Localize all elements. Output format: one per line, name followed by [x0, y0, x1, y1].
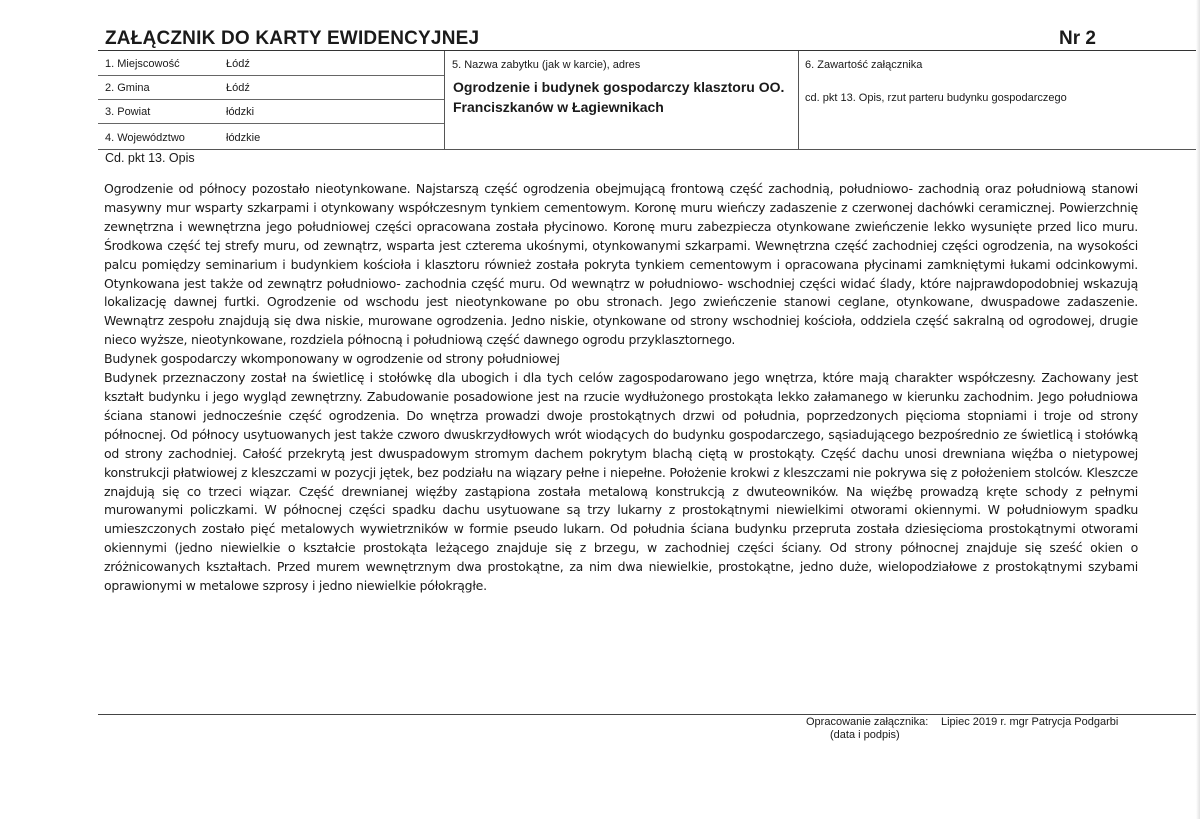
footer-divider: [98, 714, 1198, 715]
paragraph: Budynek przeznaczony został na świetlicę i stołówkę dla ubogich i dla tych celów zagospodarowano jego wnętrza, które mają charakter współczesny. Zachowany jest kształt budynku i jego wygląd zewnętrzny. Zabudowanie posadowione jest na rzucie wydłużonego prostokąta lekko załamanego w kierunku zachodnim. Jego południowa ściana stanowi jednocześnie część ogrodzenia. Do wnętrza prowadzi dwoje prostokątnych drzwi od południa, poprzedzonych pięcioma stopniami i troje od strony północnej. Od północy usytuowanych jest także czworo dwuskrzydłowych wrót wiodących do budynku gospodarczego, sąsiadującego bezpośrednio ze świetlicą i stołówką od strony zachodniej. Całość przekrytą jest dwuspadowym stromym dachem pokrytym blachą ciętą w prostokąty. Część dachu unosi drewniana więźba o nietypowej konstrukcji płatwiowej z kleszczami w pozycji jętek, bez podziału na wiązary pełne i niepełne. Położenie krokwi z kleszczami nie pokrywa się z położeniem stolców. Kleszcze znajdują się co trzeci wiązar. Część drewnianej więźby zastąpiona została metalową konstrukcją z dwuteowników. Na więźbę prowadzą kręte schody z pełnymi murowanymi policzkami. W północnej części spadku dachu usytuowane są trzy lukarny z prostokątnymi niewielkimi otworami okiennymi. W południowym spadku umieszczonych zostało pięć metalowych wywietrzników w formie pseudo lukarn. Od południa ściana budynku przepruta została dziesięcioma prostokątnymi otworami okiennymi (jedno niewielkie o kształcie prostokąta leżącego znajduje się z brzegu, w zachodniej części ściany. Od strony północnej znajduje się sześć okien o zróżnicowanych kształtach. Przed murem wewnętrznym dwa prostokątne, za nim dwa niewielkie, prostokątne, jedno duże, wielopodziałowe z prostokątnymi szybami oprawionymi w metalowe szprosy i jedno niewielkie półokrągłe.: [104, 370, 1138, 594]
field-row-powiat: [98, 99, 444, 123]
field-label: 2. Gmina: [105, 82, 150, 94]
attachment-number: Nr 2: [1059, 28, 1096, 49]
field-label: 4. Województwo: [105, 132, 185, 144]
field-row-wojewodztwo: [98, 125, 444, 149]
footer-author: Lipiec 2019 r. mgr Patrycja Podgarbi: [941, 716, 1119, 728]
document-title: ZAŁĄCZNIK DO KARTY EWIDENCYJNEJ: [105, 28, 480, 49]
row-divider: [98, 123, 444, 124]
attachment-content: cd. pkt 13. Opis, rzut parteru budynku gospodarczego: [805, 92, 1067, 104]
footer-label: Opracowanie załącznika:: [806, 716, 929, 728]
field-row-miejscowosc: [98, 51, 444, 75]
location-fields: [98, 51, 445, 150]
footer-sublabel: (data i podpis): [830, 729, 900, 741]
field-value: Łódź: [226, 58, 250, 70]
field-row-gmina: [98, 75, 444, 99]
attachment-content-field: [798, 51, 1198, 150]
field-label: 3. Powiat: [105, 106, 151, 118]
field-label: 6. Zawartość załącznika: [805, 59, 923, 71]
paragraph: Budynek gospodarczy wkomponowany w ogrodzenie od strony południowej: [104, 351, 560, 367]
field-value: łódzkie: [226, 132, 261, 144]
field-label: 1. Miejscowość: [105, 58, 180, 70]
field-value: łódzki: [226, 106, 255, 118]
paragraph: Ogrodzenie od północy pozostało nieotynkowane. Najstarszą część ogrodzenia obejmującą frontową część zachodnią, południowo- zachodnią oraz południową stanowi masywny mur wsparty szkarpami i otynkowany współczesnym tynkiem cementowym. Koronę muru wieńczy zadaszenie z czerwonej dachówki ceramicznej. Powierzchnię zewnętrzna i wewnętrzna jego południowej części opracowana została płycinowo. Koronę muru zabezpiecza otynkowane zwieńczenie lekko wysunięte przed lico muru. Środkowa część tej strefy muru, od zewnątrz, wsparta jest czterema ukośnymi, otynkowanymi szkarpami. Wewnętrzna część zachodniej części ogrodzenia, na wysokości palcu pomiędzy seminarium i budynkiem kościoła i klasztoru również została pokryta tynkiem cementowym i opracowana płycinami zamkniętymi łukami odcinkowymi. Otynkowana jest także od zewnątrz południowo- zachodnia część muru. Od wewnątrz w południowo- wschodniej części widać ślady, które najprawdopodobniej wskazują lokalizację dawnej furtki. Ogrodzenie od wschodu jest nieotynkowane po obu stronach. Jego zwieńczenie stanowi ceglane, otynkowane, dwuspadowe zadaszenie. Wewnątrz zespołu znajdują się dwa niskie, murowane ogrodzenia. Jedno niskie, otynkowane od strony wschodniej kościoła, oddziela część sakralną od ogrodowej, drugie nieco wyższe, nieotynkowane, rozdziela północną i południową część dawnego ogrodu przyklasztornego.: [104, 181, 1138, 348]
scan-edge: [1196, 0, 1200, 819]
section-heading: Cd. pkt 13. Opis: [105, 151, 195, 165]
field-label: 5. Nazwa zabytku (jak w karcie), adres: [452, 59, 641, 71]
field-value: Łódź: [226, 82, 250, 94]
description-body: [104, 180, 1138, 596]
monument-name-field: [444, 51, 799, 150]
monument-name: Ogrodzenie i budynek gospodarczy klasztoru OO. Franciszkanów w Łagiewnikach: [453, 79, 785, 115]
